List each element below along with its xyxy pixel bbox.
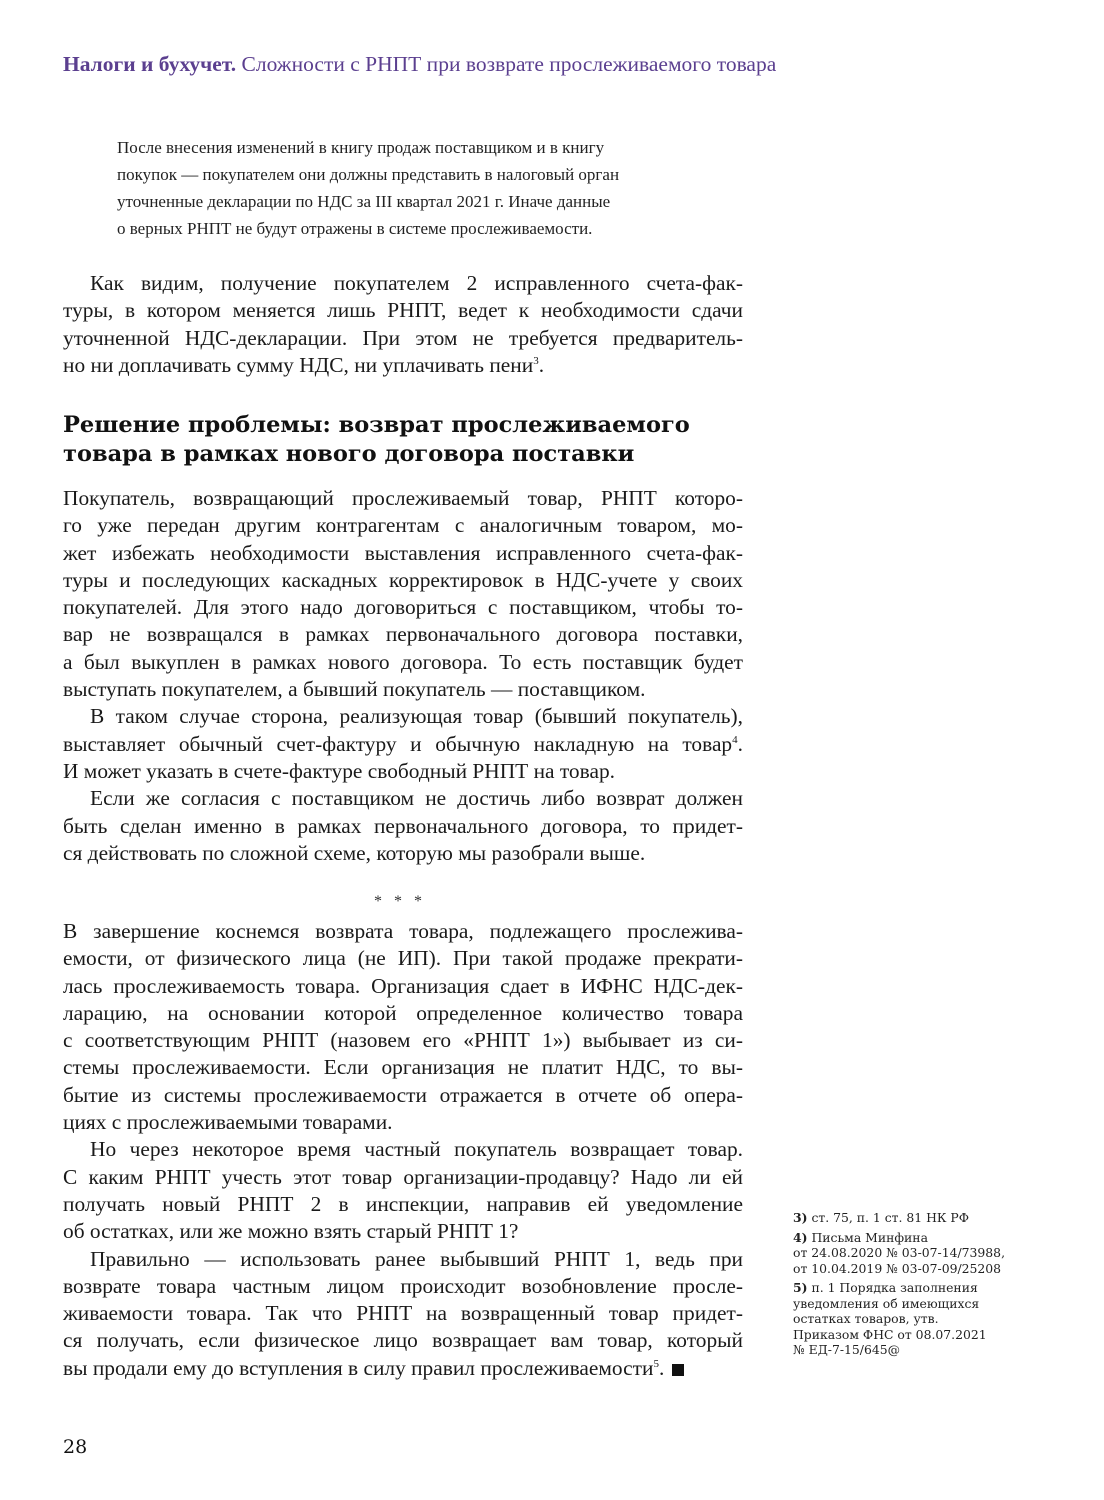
- text-line: [63, 731, 743, 758]
- section-heading: [63, 411, 763, 469]
- footnote-text: Письма Минфина: [811, 1229, 928, 1245]
- footnote-line: [793, 1230, 1053, 1246]
- text-line: циях с прослеживаемыми товарами.: [63, 1110, 393, 1135]
- text-line: вар не возвращался в рамках первоначального договора поставки,: [63, 622, 743, 647]
- text-line: ларацию, на основании которой определенное количество товара: [63, 1000, 743, 1025]
- paragraph-2: [63, 485, 743, 867]
- text-line: стемы прослеживаемости. Если организация не платит НДС, то вы-: [63, 1055, 743, 1080]
- text-line-content: выставляет обычный счет-фактуру и обычную накладную на товар: [63, 731, 733, 756]
- text-line: го уже передан другим контрагентам с аналогичным товаром, мо-: [63, 513, 743, 538]
- text-line: туры, в котором меняется лишь РНПТ, ведет к необходимости сдачи: [63, 298, 743, 323]
- running-head-title: Сложности с РНПТ при возврате прослеживаемого товара: [241, 52, 777, 76]
- running-head: [63, 52, 776, 77]
- text-line: Но через некоторое время частный покупатель возвращает товар.: [90, 1137, 743, 1162]
- text-line: Правильно — использовать ранее выбывший РНПТ 1, ведь при: [90, 1246, 743, 1271]
- footnote-number: 3): [793, 1210, 808, 1225]
- text-line-content: вы продали ему до вступления в силу правил прослеживаемости: [63, 1355, 654, 1380]
- text-line-tail: .: [658, 1355, 665, 1380]
- text-line: туры и последующих каскадных корректировок в НДС-учете у своих: [63, 567, 743, 592]
- footnote-4: [793, 1230, 1053, 1277]
- text-line: покупателей. Для этого надо договориться с поставщиком, чтобы то-: [63, 595, 743, 620]
- heading-line: товара в рамках нового договора поставки: [63, 441, 635, 467]
- text-line: Если же согласия с поставщиком не достичь либо возврат должен: [90, 786, 743, 811]
- text-line: а был выкуплен в рамках нового договора. То есть поставщик будет: [63, 649, 743, 674]
- footnote-ref[interactable]: 3: [533, 354, 539, 367]
- footnote-text: № ЕД-7-15/645@: [793, 1342, 901, 1357]
- footnote-text: от 24.08.2020 № 03-07-14/73988,: [793, 1245, 1006, 1260]
- text-line: емости, от физического лица (не ИП). При такой продаже прекрати-: [63, 946, 743, 971]
- text-line: [63, 1355, 743, 1382]
- text-line-tail: .: [538, 352, 545, 377]
- text-line: быть сделан именно в рамках первоначального договора, то придет-: [63, 813, 743, 838]
- text-line-tail: .: [737, 731, 743, 756]
- footnote-line: [793, 1210, 1053, 1226]
- text-line: С каким РНПТ учесть этот товар организации-продавцу? Надо ли ей: [63, 1164, 743, 1189]
- footnote-number: 5): [793, 1280, 808, 1295]
- footnote-ref[interactable]: 4: [732, 733, 738, 746]
- footnote-line: [793, 1280, 1053, 1296]
- callout-line: После внесения изменений в книгу продаж поставщиком и в книгу: [117, 138, 605, 157]
- footnote-text: от 10.04.2019 № 03-07-09/25208: [793, 1260, 1002, 1276]
- text-line: получать новый РНПТ 2 в инспекции, направив ей уведомление: [63, 1191, 743, 1216]
- footnote-ref[interactable]: 5: [653, 1357, 659, 1370]
- text-line: бытие из системы прослеживаемости отражается в отчете об опера-: [63, 1082, 743, 1107]
- callout-line: о верных РНПТ не будут отражены в системе прослеживаемости.: [117, 219, 593, 238]
- callout-note: [117, 134, 757, 242]
- heading-line: Решение проблемы: возврат прослеживаемого: [63, 412, 690, 438]
- text-line: В завершение коснемся возврата товара, подлежащего прослежива-: [63, 919, 743, 943]
- text-line: И может указать в счете-фактуре свободный РНПТ на товар.: [63, 758, 615, 783]
- text-line: об остатках, или же можно взять старый РНПТ 1?: [63, 1219, 519, 1244]
- footnote-5: [793, 1280, 1053, 1358]
- text-line-content: но ни доплачивать сумму НДС, ни уплачивать пени: [63, 352, 534, 377]
- running-head-section: Налоги и бухучет.: [63, 52, 237, 76]
- callout-line: покупок — покупателем они должны представить в налоговый орган: [117, 165, 620, 184]
- paragraph-5: [63, 918, 743, 1382]
- text-line: Как видим, получение покупателем 2 исправленного счета-фак-: [90, 271, 743, 295]
- text-line: [63, 352, 743, 379]
- end-of-article-mark-icon: [672, 1364, 684, 1376]
- paragraph-1: [63, 270, 743, 379]
- page-number: 28: [63, 1436, 88, 1458]
- footnotes: [793, 1210, 1053, 1362]
- footnote-text: ст. 75, п. 1 ст. 81 НК РФ: [811, 1210, 970, 1225]
- footnote-text: п. 1 Порядка заполнения: [811, 1280, 978, 1295]
- text-line: уточненной НДС-декларации. При этом не требуется предваритель-: [63, 325, 743, 350]
- text-line: возврате товара частным лицом происходит возобновление просле-: [63, 1273, 743, 1298]
- footnote-3: [793, 1210, 1053, 1226]
- text-line: ся получать, если физическое лицо возвращает вам товар, который: [63, 1328, 743, 1353]
- text-line: В таком случае сторона, реализующая товар (бывший покупатель),: [90, 704, 743, 729]
- text-line: Покупатель, возвращающий прослеживаемый товар, РНПТ которо-: [63, 486, 743, 510]
- text-line: жет избежать необходимости выставления исправленного счета-фак-: [63, 540, 743, 565]
- text-line: живаемости товара. Так что РНПТ на возвращенный товар придет-: [63, 1301, 743, 1326]
- footnote-text: остатках товаров, утв.: [793, 1311, 939, 1326]
- footnote-text: Приказом ФНС от 08.07.2021: [793, 1326, 987, 1342]
- text-line: лась прослеживаемость товара. Организация сдает в ИФНС НДС-дек-: [63, 973, 743, 998]
- text-line: с соответствующим РНПТ (назовем его «РНПТ 1») выбывает из си-: [63, 1028, 743, 1053]
- callout-line: уточненные декларации по НДС за III квартал 2021 г. Иначе данные: [117, 192, 611, 211]
- section-separator: * * *: [374, 893, 426, 910]
- footnote-text: уведомления об имеющихся: [793, 1295, 980, 1311]
- text-line: выступать покупателем, а бывший покупатель — поставщиком.: [63, 677, 646, 702]
- text-line: ся действовать по сложной схеме, которую мы разобрали выше.: [63, 840, 646, 865]
- footnote-number: 4): [793, 1229, 808, 1245]
